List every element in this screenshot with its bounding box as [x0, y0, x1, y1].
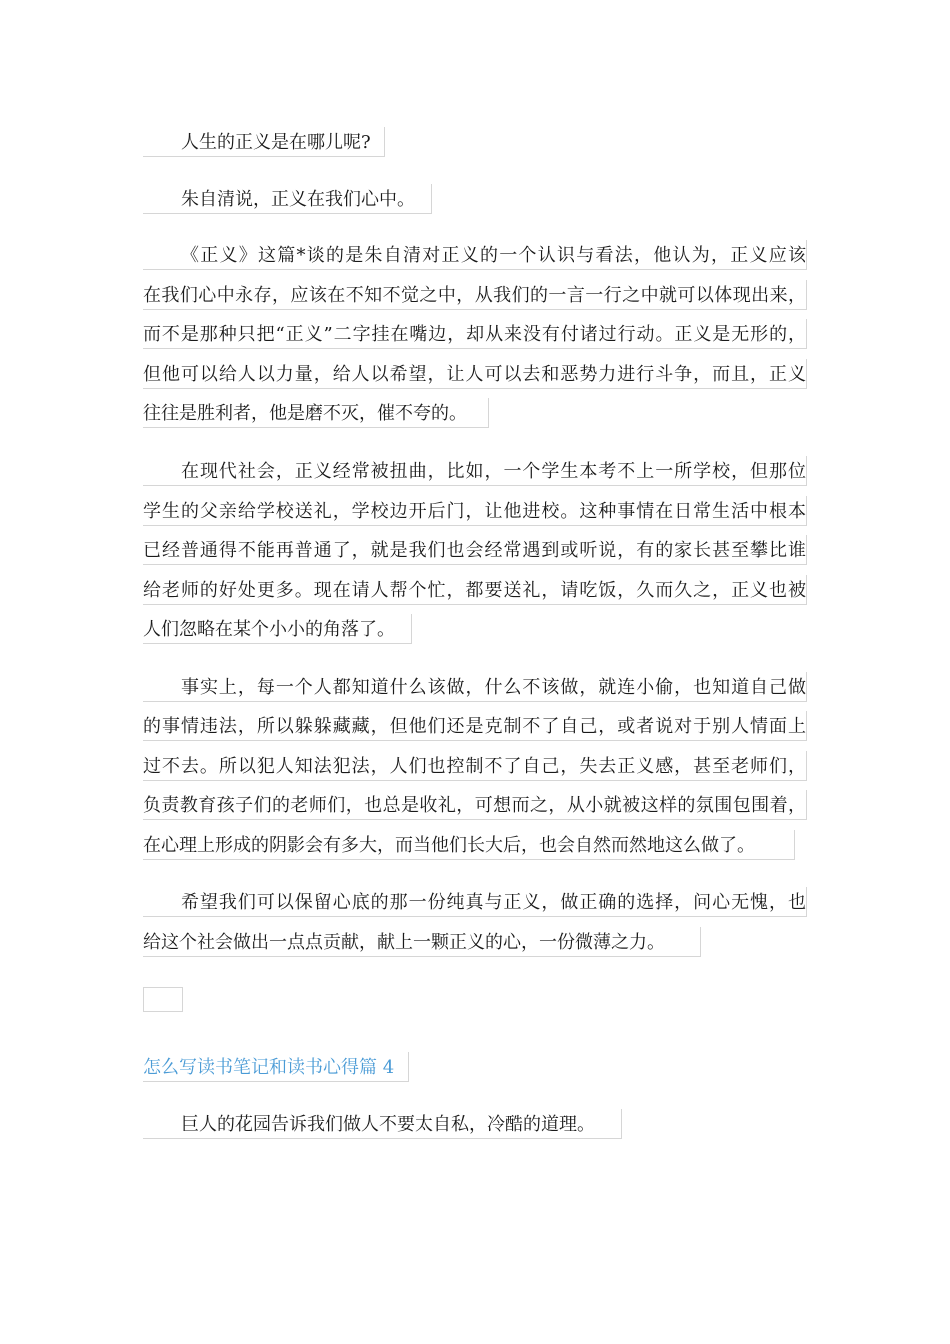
section-heading: 怎么写读书笔记和读书心得篇 4 — [143, 1052, 409, 1082]
paragraph-line: 人们忽略在某个小小的角落了。 — [143, 614, 412, 644]
paragraph-line: 过不去。所以犯人知法犯法，人们也控制不了自己，失去正义感，甚至老师们， — [143, 751, 807, 781]
paragraph-line: 但他可以给人以力量，给人以希望，让人可以去和恶势力进行斗争，而且，正义 — [143, 359, 807, 389]
paragraph-line: 在现代社会，正义经常被扭曲，比如，一个学生本考不上一所学校，但那位 — [143, 456, 807, 486]
paragraph-line: 给老师的好处更多。现在请人帮个忙，都要送礼，请吃饭，久而久之，正义也被 — [143, 575, 807, 605]
paragraph-line: 给这个社会做出一点点贡献，献上一颗正义的心，一份微薄之力。 — [143, 927, 701, 957]
paragraph-line: 在我们心中永存，应该在不知不觉之中，从我们的一言一行之中就可以体现出来， — [143, 280, 807, 310]
paragraph-line: 朱自清说，正义在我们心中。 — [143, 184, 432, 214]
paragraph-line: 巨人的花园告诉我们做人不要太自私，冷酷的道理。 — [143, 1109, 622, 1139]
paragraph-line: 《正义》这篇*谈的是朱自清对正义的一个认识与看法，他认为，正义应该 — [143, 240, 807, 270]
paragraph-line: 已经普通得不能再普通了，就是我们也会经常遇到或听说，有的家长甚至攀比谁 — [143, 535, 807, 565]
paragraph-line: 事实上，每一个人都知道什么该做，什么不该做，就连小偷，也知道自己做 — [143, 672, 807, 702]
paragraph-line: 在心理上形成的阴影会有多大，而当他们长大后，也会自然而然地这么做了。 — [143, 830, 795, 860]
paragraph-line: 人生的正义是在哪儿呢? — [143, 127, 385, 157]
paragraph-line: 负责教育孩子们的老师们，也总是收礼，可想而之，从小就被这样的氛围包围着， — [143, 790, 807, 820]
paragraph-line: 往往是胜利者，他是磨不灭，催不夸的。 — [143, 398, 489, 428]
paragraph-line: 学生的父亲给学校送礼，学校边开后门，让他进校。这种事情在日常生活中根本 — [143, 496, 807, 526]
empty-paragraph — [143, 987, 183, 1012]
paragraph-line: 而不是那种只把“正义”二字挂在嘴边，却从来没有付诸过行动。正义是无形的， — [143, 319, 807, 349]
paragraph-line: 希望我们可以保留心底的那一份纯真与正义，做正确的选择，问心无愧，也 — [143, 887, 807, 917]
paragraph-line: 的事情违法，所以躲躲藏藏，但他们还是克制不了自己，或者说对于别人情面上 — [143, 711, 807, 741]
